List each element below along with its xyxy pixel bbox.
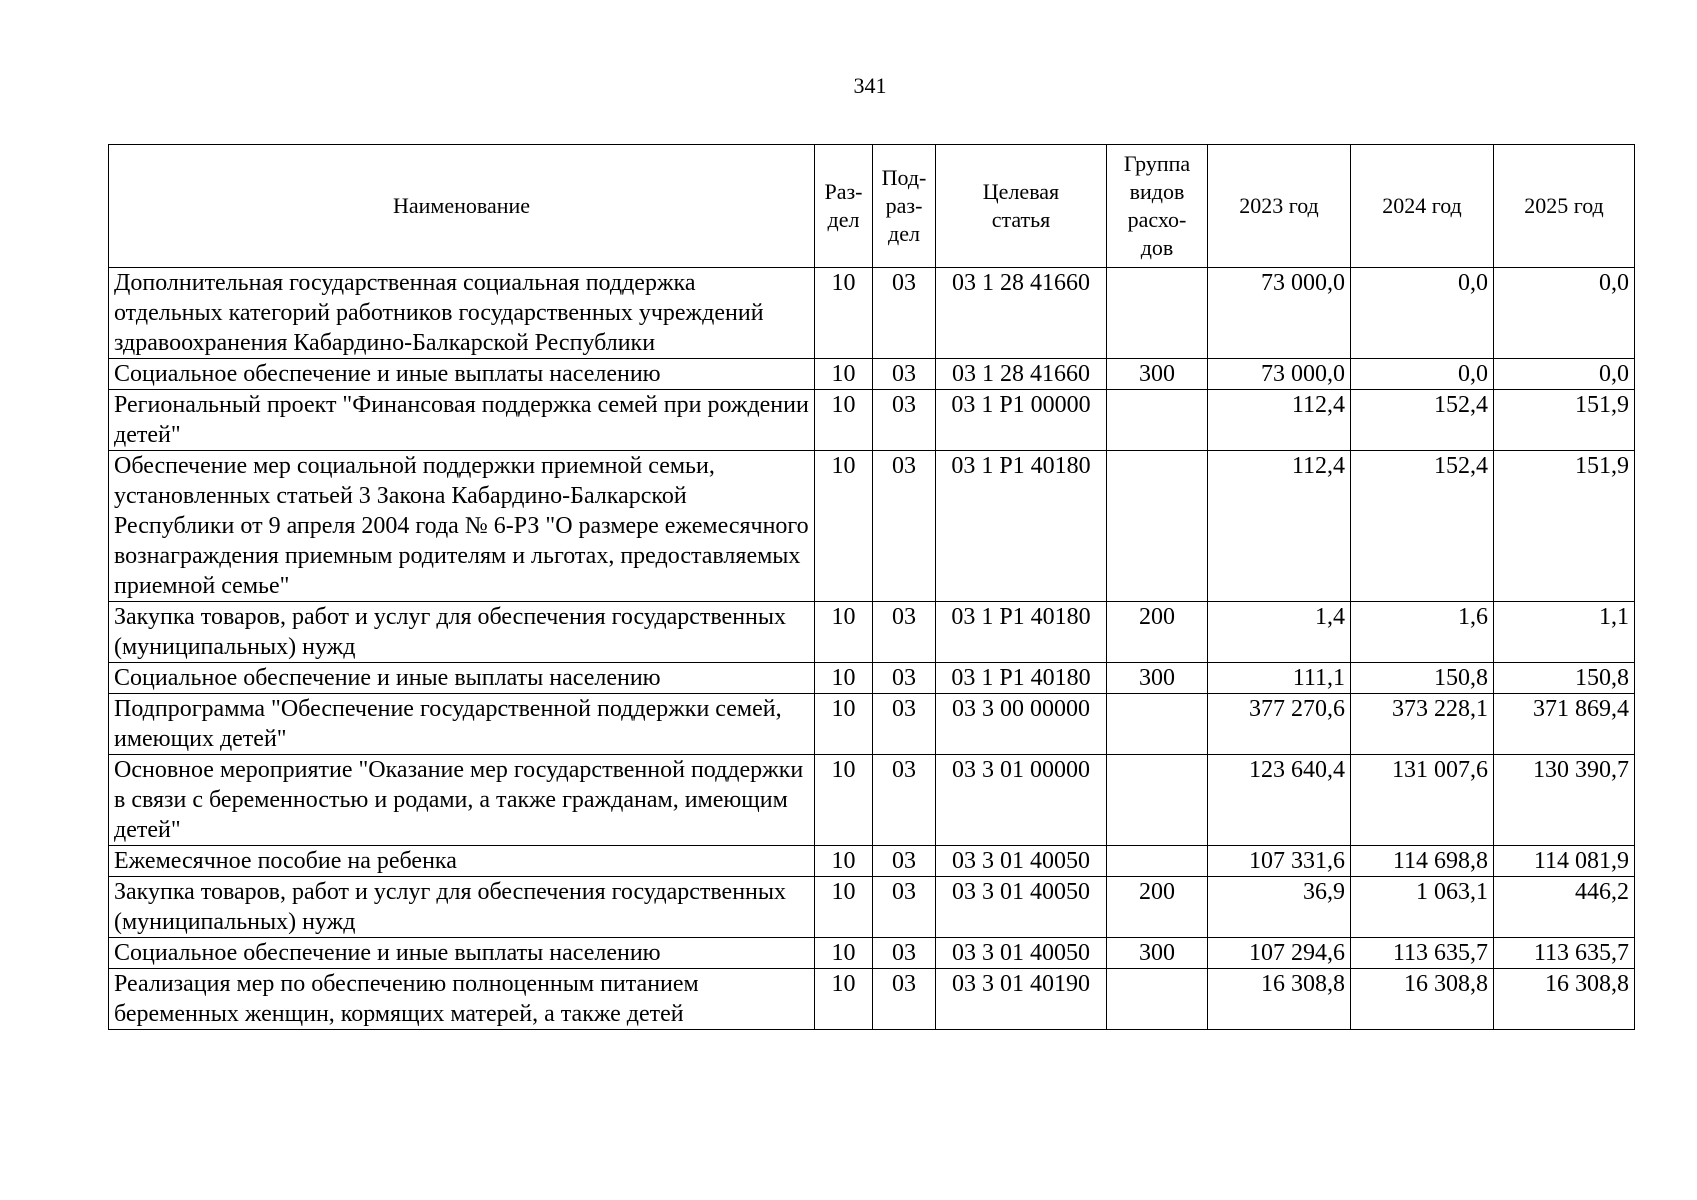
row-year-2025: 0,0 xyxy=(1494,359,1635,390)
table-row xyxy=(109,755,1635,846)
header-name: Наименование xyxy=(109,145,815,268)
row-expense-group xyxy=(1107,390,1208,451)
table-row xyxy=(109,602,1635,663)
row-year-2025: 371 869,4 xyxy=(1494,694,1635,755)
row-year-2023: 112,4 xyxy=(1208,390,1351,451)
row-podrazdel: 03 xyxy=(873,694,936,755)
row-year-2024: 1,6 xyxy=(1351,602,1494,663)
row-year-2025: 151,9 xyxy=(1494,390,1635,451)
row-target-article: 03 1 Р1 40180 xyxy=(936,663,1107,694)
row-year-2024: 0,0 xyxy=(1351,359,1494,390)
page-number: 341 xyxy=(853,73,887,98)
row-target-article: 03 1 Р1 40180 xyxy=(936,602,1107,663)
table-row xyxy=(109,877,1635,938)
row-razdel: 10 xyxy=(815,663,873,694)
row-year-2025: 16 308,8 xyxy=(1494,969,1635,1030)
table-row xyxy=(109,846,1635,877)
row-expense-group: 300 xyxy=(1107,938,1208,969)
row-year-2025: 151,9 xyxy=(1494,451,1635,602)
row-year-2024: 0,0 xyxy=(1351,268,1494,359)
row-year-2024: 152,4 xyxy=(1351,451,1494,602)
row-name: Основное мероприятие "Оказание мер государственной поддержки в связи с беременностью и родами, а также гражданам, имеющим детей" xyxy=(109,755,815,846)
row-year-2025: 113 635,7 xyxy=(1494,938,1635,969)
row-year-2024: 373 228,1 xyxy=(1351,694,1494,755)
row-name: Ежемесячное пособие на ребенка xyxy=(109,846,815,877)
row-name: Закупка товаров, работ и услуг для обеспечения государственных (муниципальных) нужд xyxy=(109,877,815,938)
header-year-2025: 2025 год xyxy=(1494,145,1635,268)
row-target-article: 03 1 Р1 00000 xyxy=(936,390,1107,451)
row-year-2024: 131 007,6 xyxy=(1351,755,1494,846)
row-year-2025: 446,2 xyxy=(1494,877,1635,938)
row-razdel: 10 xyxy=(815,694,873,755)
row-year-2024: 114 698,8 xyxy=(1351,846,1494,877)
row-razdel: 10 xyxy=(815,359,873,390)
row-year-2025: 114 081,9 xyxy=(1494,846,1635,877)
budget-table xyxy=(108,144,1635,1030)
row-razdel: 10 xyxy=(815,451,873,602)
row-year-2024: 1 063,1 xyxy=(1351,877,1494,938)
header-podrazdel: Под- раз- дел xyxy=(873,145,936,268)
header-year-2024: 2024 год xyxy=(1351,145,1494,268)
row-podrazdel: 03 xyxy=(873,268,936,359)
row-razdel: 10 xyxy=(815,390,873,451)
row-year-2023: 107 294,6 xyxy=(1208,938,1351,969)
row-name: Подпрограмма "Обеспечение государственной поддержки семей, имеющих детей" xyxy=(109,694,815,755)
row-razdel: 10 xyxy=(815,755,873,846)
row-name: Закупка товаров, работ и услуг для обеспечения государственных (муниципальных) нужд xyxy=(109,602,815,663)
row-year-2023: 377 270,6 xyxy=(1208,694,1351,755)
row-razdel: 10 xyxy=(815,938,873,969)
row-year-2023: 107 331,6 xyxy=(1208,846,1351,877)
row-year-2023: 16 308,8 xyxy=(1208,969,1351,1030)
row-razdel: 10 xyxy=(815,877,873,938)
table-header xyxy=(109,145,1635,268)
row-expense-group xyxy=(1107,969,1208,1030)
row-name: Социальное обеспечение и иные выплаты населению xyxy=(109,938,815,969)
row-razdel: 10 xyxy=(815,969,873,1030)
row-podrazdel: 03 xyxy=(873,846,936,877)
row-year-2024: 113 635,7 xyxy=(1351,938,1494,969)
row-podrazdel: 03 xyxy=(873,969,936,1030)
row-target-article: 03 3 00 00000 xyxy=(936,694,1107,755)
table-row xyxy=(109,390,1635,451)
row-name: Обеспечение мер социальной поддержки приемной семьи, установленных статьей 3 Закона Кабардино-Балкарской Республики от 9 апреля 2004 года № 6-РЗ "О размере ежемесячного вознаграждения приемным родителям и льготах, предоставляемых приемной семье" xyxy=(109,451,815,602)
row-podrazdel: 03 xyxy=(873,755,936,846)
row-expense-group xyxy=(1107,268,1208,359)
row-razdel: 10 xyxy=(815,602,873,663)
row-razdel: 10 xyxy=(815,268,873,359)
row-name: Дополнительная государственная социальная поддержка отдельных категорий работников государственных учреждений здравоохранения Кабардино-Балкарской Республики xyxy=(109,268,815,359)
row-podrazdel: 03 xyxy=(873,938,936,969)
row-target-article: 03 1 Р1 40180 xyxy=(936,451,1107,602)
row-year-2023: 73 000,0 xyxy=(1208,359,1351,390)
header-expense-group: Группа видов расхо- дов xyxy=(1107,145,1208,268)
header-razdel: Раз- дел xyxy=(815,145,873,268)
row-expense-group: 200 xyxy=(1107,602,1208,663)
row-podrazdel: 03 xyxy=(873,663,936,694)
row-year-2024: 152,4 xyxy=(1351,390,1494,451)
row-expense-group: 300 xyxy=(1107,663,1208,694)
table-row xyxy=(109,451,1635,602)
row-name: Социальное обеспечение и иные выплаты населению xyxy=(109,663,815,694)
row-year-2023: 1,4 xyxy=(1208,602,1351,663)
row-year-2023: 112,4 xyxy=(1208,451,1351,602)
table-row xyxy=(109,694,1635,755)
table-row xyxy=(109,663,1635,694)
row-podrazdel: 03 xyxy=(873,390,936,451)
table-row xyxy=(109,359,1635,390)
row-year-2023: 73 000,0 xyxy=(1208,268,1351,359)
row-year-2025: 130 390,7 xyxy=(1494,755,1635,846)
table-row xyxy=(109,969,1635,1030)
row-target-article: 03 3 01 00000 xyxy=(936,755,1107,846)
row-expense-group xyxy=(1107,755,1208,846)
table-row xyxy=(109,268,1635,359)
row-name: Реализация мер по обеспечению полноценным питанием беременных женщин, кормящих матерей, а также детей xyxy=(109,969,815,1030)
row-target-article: 03 3 01 40190 xyxy=(936,969,1107,1030)
row-expense-group: 300 xyxy=(1107,359,1208,390)
row-expense-group xyxy=(1107,694,1208,755)
row-podrazdel: 03 xyxy=(873,877,936,938)
row-year-2024: 16 308,8 xyxy=(1351,969,1494,1030)
row-podrazdel: 03 xyxy=(873,602,936,663)
row-razdel: 10 xyxy=(815,846,873,877)
row-year-2024: 150,8 xyxy=(1351,663,1494,694)
row-year-2023: 36,9 xyxy=(1208,877,1351,938)
row-year-2025: 0,0 xyxy=(1494,268,1635,359)
row-expense-group: 200 xyxy=(1107,877,1208,938)
row-podrazdel: 03 xyxy=(873,359,936,390)
table-row xyxy=(109,938,1635,969)
row-expense-group xyxy=(1107,846,1208,877)
row-target-article: 03 3 01 40050 xyxy=(936,877,1107,938)
row-year-2023: 123 640,4 xyxy=(1208,755,1351,846)
row-year-2025: 150,8 xyxy=(1494,663,1635,694)
row-target-article: 03 1 28 41660 xyxy=(936,268,1107,359)
row-target-article: 03 1 28 41660 xyxy=(936,359,1107,390)
header-target-article: Целевая статья xyxy=(936,145,1107,268)
row-expense-group xyxy=(1107,451,1208,602)
row-name: Социальное обеспечение и иные выплаты населению xyxy=(109,359,815,390)
row-podrazdel: 03 xyxy=(873,451,936,602)
row-name: Региональный проект "Финансовая поддержка семей при рождении детей" xyxy=(109,390,815,451)
row-target-article: 03 3 01 40050 xyxy=(936,846,1107,877)
row-year-2023: 111,1 xyxy=(1208,663,1351,694)
row-year-2025: 1,1 xyxy=(1494,602,1635,663)
row-target-article: 03 3 01 40050 xyxy=(936,938,1107,969)
header-year-2023: 2023 год xyxy=(1208,145,1351,268)
table-body xyxy=(109,268,1635,1030)
header-row xyxy=(109,145,1635,268)
